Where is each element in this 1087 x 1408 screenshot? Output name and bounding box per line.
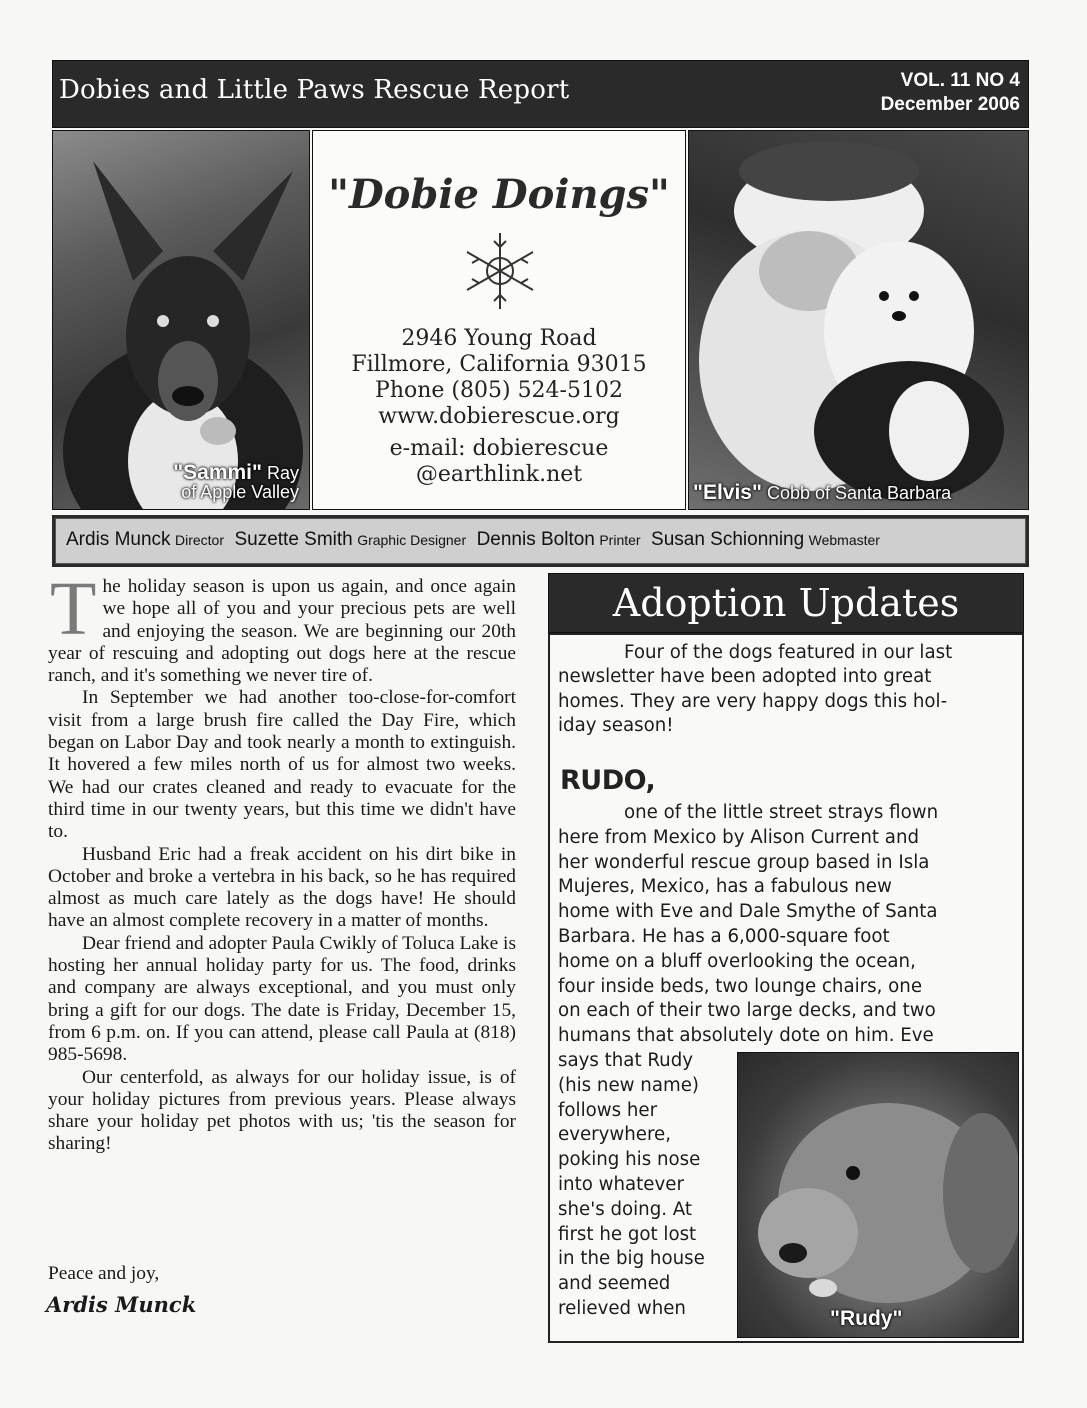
issue-info [881,69,1020,117]
issue-date: December 2006 [880,94,1020,115]
snowflake-icon [460,231,540,311]
signature: Ardis Munck [46,1292,197,1317]
text-line: one of the little street strays flown [624,802,939,823]
street-address: 2946 Young Road [401,326,597,351]
text-line: Four of the dogs featured in our last [624,642,953,663]
drop-cap: T [50,567,97,651]
staff-role: Printer [599,532,641,548]
letter-paragraph: Our centerfold, as always for our holiday issue, is of your holiday pictures from previous years. Please always share your holiday pet photos with us; 'tis the season for sharing! [48,1066,516,1155]
text-line: here from Mexico by Alison Current and [558,826,920,848]
text-line: (his new name) [558,1074,699,1096]
text-line: home with Eve and Dale Smythe of Santa [558,901,938,923]
staff-role: Graphic Designer [357,532,467,548]
text-line: her wonderful rescue group based in Isla [558,851,930,873]
dog-photo-illustration [53,131,310,510]
text-line: humans that absolutely dote on him. Eve [558,1025,934,1047]
adoption-updates-heading: Adoption Updates [548,573,1024,633]
elvis-caption [693,483,951,503]
rudo-story [558,801,1018,1049]
text-line: she's doing. At [558,1198,693,1220]
staff-role: Webmaster [808,532,880,548]
text-line: first he got lost [558,1223,697,1245]
elvis-name: "Elvis" [693,481,762,504]
letter-paragraph: Husband Eric had a freak accident on his dirt bike in October and broke a vertebra in his back, so he has required almost as much care lately as the dogs have! He should have an almost complete recovery in a matter of months. [48,843,516,932]
rudy-caption: "Rudy" [830,1307,903,1330]
text-line: in the big house [558,1248,705,1270]
publication-title: Dobies and Little Paws Rescue Report [59,75,570,105]
dog-name-heading: RUDO, [560,765,656,796]
adoption-intro [558,641,1018,738]
sammi-name-rest: Ray [266,463,299,483]
sammi-location: of Apple Valley [181,482,299,502]
santa-photo-illustration [689,131,1029,510]
letter-paragraph: In September we had another too-close-for-comfort visit from a large brush fire called the Day Fire, which began on Labor Day and took nearly a month to extinguish. It hovered a few miles north of us for almost two weeks. We had our crates cleaned and ready to evacuate for the third time in our twenty years, but this time we didn't have to. [48,687,516,843]
text-line: says that Rudy [558,1050,694,1071]
director-letter [48,567,516,1156]
text-line: follows her [558,1099,658,1121]
staff-role: Director [174,532,224,548]
newsletter-header [52,60,1029,128]
text-line: everywhere, [558,1124,672,1146]
sammi-photo [52,130,310,510]
email-line-1[interactable]: e-mail: dobierescue [389,436,609,461]
text-line: on each of their two large decks, and two [558,1000,936,1022]
staff-name: Susan Schionning [651,529,805,550]
letter-paragraph: The holiday season is upon us again, and once again we hope all of you and your precious pets are well and enjoying the season. We are beginning our 20th year of rescuing and adopting out dogs here at the rescue ranch, and it's something we never tire of. [48,567,516,687]
sammi-name: "Sammi" [173,461,262,484]
text-line: homes. They are very happy dogs this hol- [558,690,948,712]
text-line: poking his nose [558,1149,701,1171]
masthead-title: "Dobie Doings" [328,171,670,218]
text-line: four inside beds, two lounge chairs, one [558,975,923,997]
text-line: relieved when [558,1297,686,1319]
email-line-2[interactable]: @earthlink.net [415,462,583,487]
text-line: Barbara. He has a 6,000-square foot [558,925,890,947]
text-line: into whatever [558,1173,684,1195]
rudy-photo-illustration [738,1053,1019,1338]
text-line: and seemed [558,1273,671,1295]
city-state-zip: Fillmore, California 93015 [351,352,647,377]
letter-signoff: Peace and joy, [48,1263,160,1284]
staff-name: Suzette Smith [234,529,353,550]
elvis-name-rest: Cobb of Santa Barbara [766,483,952,503]
website-link[interactable]: www.dobierescue.org [378,404,620,429]
elvis-photo [688,130,1029,510]
contact-info [313,326,685,488]
sammi-caption [173,463,299,502]
volume-number: VOL. 11 NO 4 [900,70,1020,91]
letter-paragraph: Dear friend and adopter Paula Cwikly of Toluca Lake is hosting her annual holiday party for us. The food, drinks and company are always exceptional, and you must only bring a gift for our dogs. The date is Friday, December 15, from 6 p.m. on. If you can attend, please call Paula at (818) 985-5698. [48,932,516,1066]
phone-number: Phone (805) 524-5102 [375,378,623,403]
rudy-photo [737,1052,1019,1338]
text-line: newsletter have been adopted into great [558,666,932,688]
staff-bar [52,515,1029,567]
masthead [312,130,686,510]
staff-name: Ardis Munck [66,529,171,550]
staff-list [55,518,1026,564]
text-line: iday season! [558,714,674,736]
rudo-story-continued [558,1049,736,1322]
text-line: Mujeres, Mexico, has a fabulous new [558,876,892,898]
staff-name: Dennis Bolton [476,529,595,550]
text-line: home on a bluff overlooking the ocean, [558,950,916,972]
